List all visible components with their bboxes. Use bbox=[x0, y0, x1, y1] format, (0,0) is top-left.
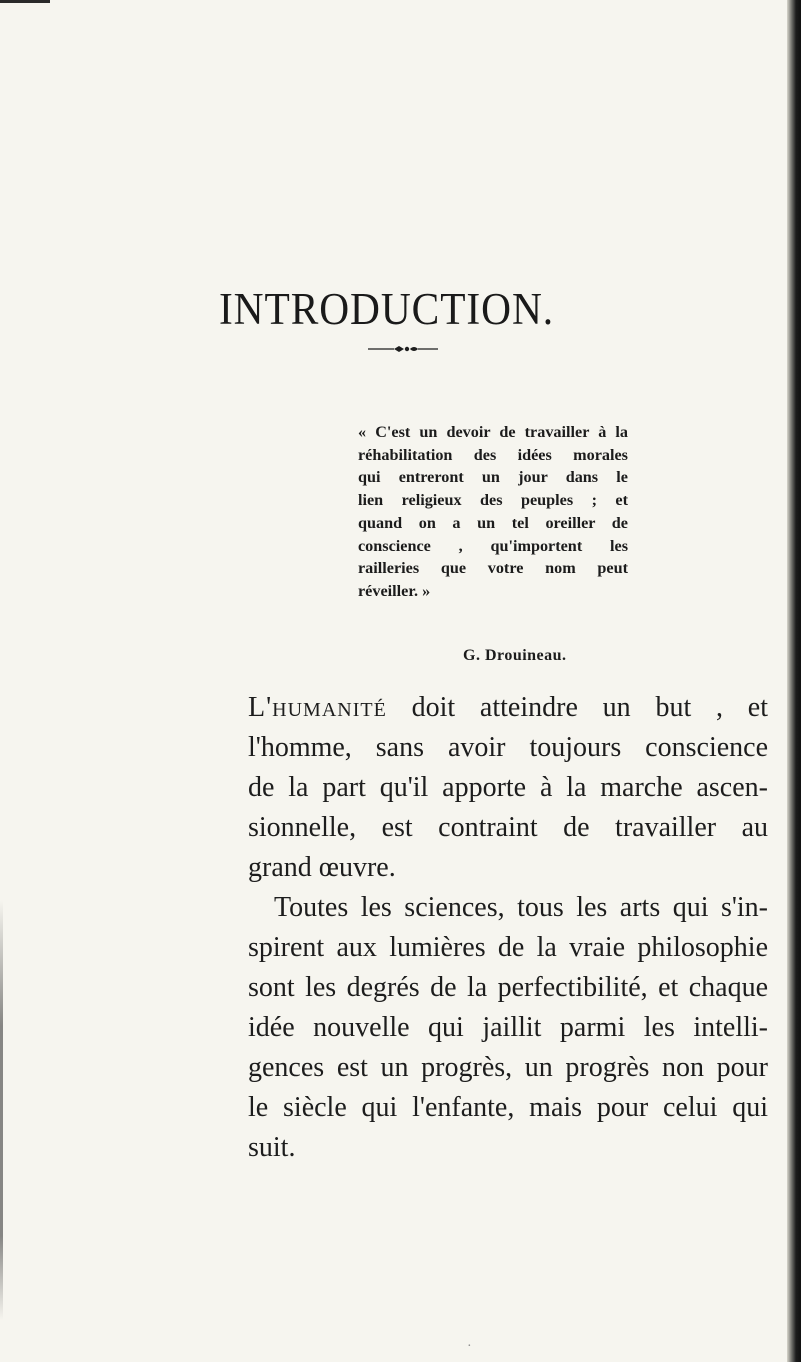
body-line: grand œuvre. bbox=[248, 852, 396, 883]
divider-ornament bbox=[368, 343, 438, 355]
epigraph-line: conscience , qu'importent les bbox=[358, 536, 628, 555]
body-line: Toutes les sciences, tous les arts qui s'in- bbox=[274, 892, 768, 923]
body-line: sionnelle, est contraint de travailler au bbox=[248, 812, 768, 843]
body-line-text: doit atteindre un but , et bbox=[386, 692, 768, 723]
body-paragraphs bbox=[248, 688, 768, 1168]
body-line: sont les degrés de la perfectibilité, et chaque bbox=[248, 972, 768, 1003]
epigraph-signature: G. Drouineau. bbox=[463, 647, 567, 664]
body-line: l'homme, sans avoir toujours conscience bbox=[248, 732, 768, 763]
epigraph-line: réhabilitation des idées morales bbox=[358, 445, 628, 464]
ink-speck: · bbox=[467, 1339, 472, 1354]
scan-edge-left bbox=[0, 900, 3, 1320]
epigraph-line: quand on a un tel oreiller de bbox=[358, 513, 628, 532]
body-line bbox=[248, 688, 768, 728]
chapter-heading: INTRODUCTION. bbox=[218, 284, 555, 334]
scan-edge-right bbox=[787, 0, 801, 1362]
epigraph-line: lien religieux des peuples ; et bbox=[358, 491, 628, 510]
body-line: gences est un progrès, un progrès non pour bbox=[248, 1052, 768, 1083]
epigraph-line: réveiller. » bbox=[358, 581, 431, 600]
opening-word: L'humanité bbox=[248, 692, 387, 723]
epigraph-line: railleries que votre nom peut bbox=[358, 559, 628, 578]
epigraph-line: « C'est un devoir de travailler à la bbox=[358, 423, 628, 441]
epigraph-line: qui entreront un jour dans le bbox=[358, 468, 628, 487]
body-line: spirent aux lumières de la vraie philosophie bbox=[248, 932, 768, 963]
epigraph-quote bbox=[358, 421, 628, 603]
body-line: suit. bbox=[248, 1132, 296, 1163]
body-line: le siècle qui l'enfante, mais pour celui qui bbox=[248, 1092, 768, 1123]
body-line: de la part qu'il apporte à la marche ascen- bbox=[248, 772, 768, 803]
body-line: idée nouvelle qui jaillit parmi les intelli- bbox=[248, 1012, 768, 1043]
scan-edge-top bbox=[0, 0, 50, 3]
